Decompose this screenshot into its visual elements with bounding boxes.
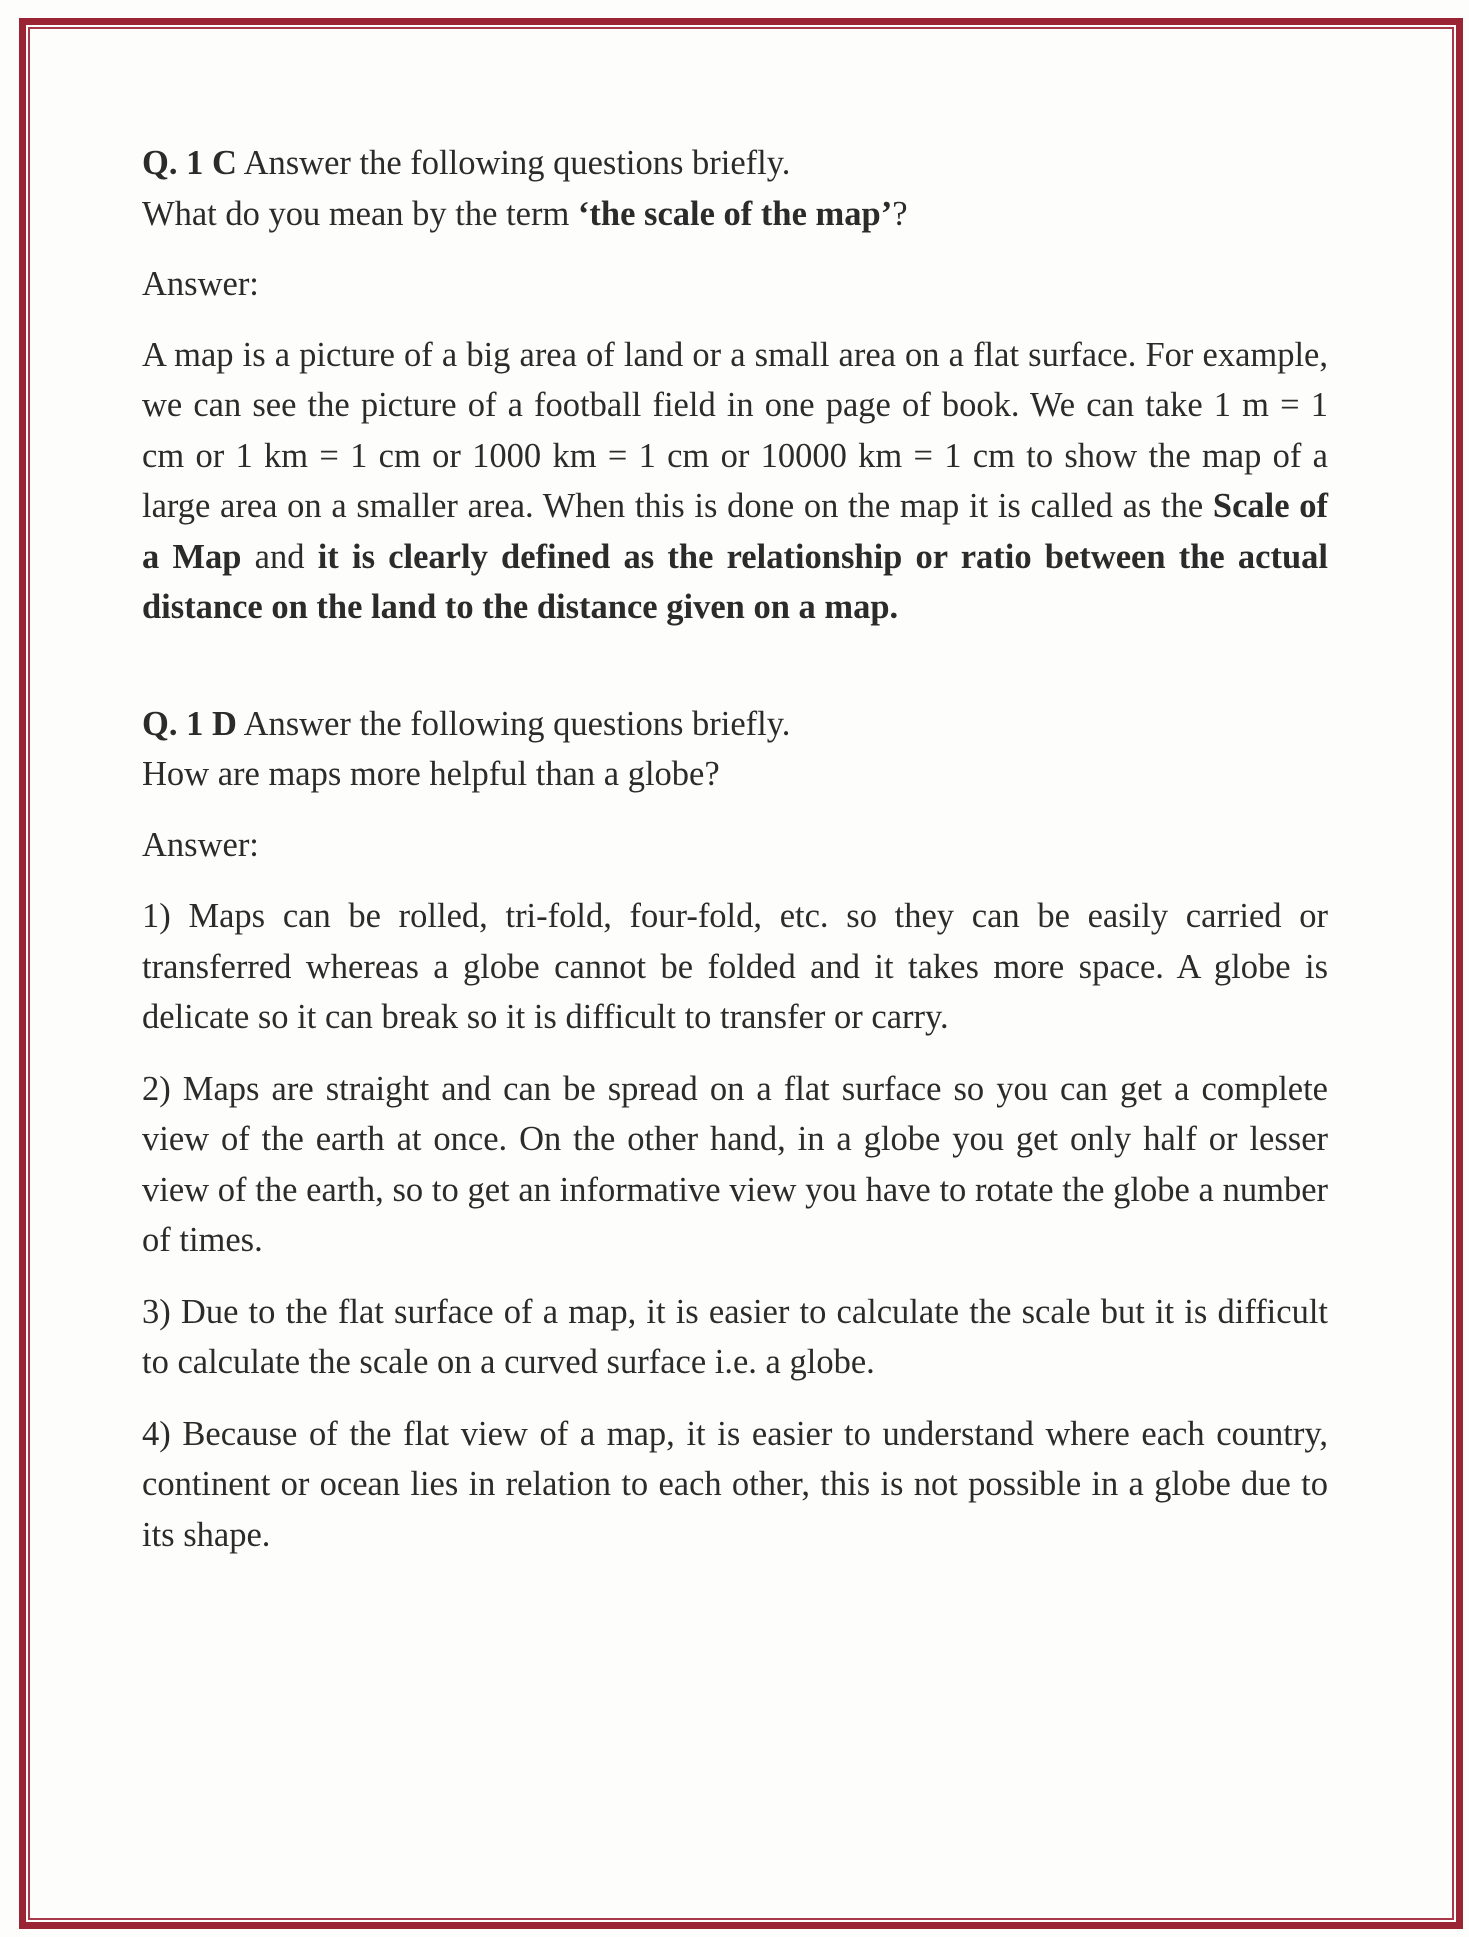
- answer-text-part: A map is a picture of a big area of land or a small area on a flat surface. For example, we can see the picture of a football field in one page of book. We can take 1 m = 1 cm or 1 km = 1 cm or 1000 km = 1 cm or 10000 km = 1 cm to show the map of a large area on a smaller area. When this is done on the map it is called as the: [142, 335, 1328, 525]
- answer-text-part: and: [241, 537, 318, 576]
- document-content: [142, 138, 1328, 1560]
- question-number: Q. 1 D: [142, 704, 237, 743]
- question-instruction: Answer the following questions briefly.: [236, 704, 791, 743]
- question-section-1d: [142, 699, 1328, 1561]
- question-text: How are maps more helpful than a globe?: [142, 755, 720, 793]
- question-heading: [142, 138, 1328, 189]
- answer-point-2: 2) Maps are straight and can be spread on a flat surface so you can get a complete view of the earth at once. On the other hand, in a globe you get only half or lesser view of the earth, so to get an informative view you have to rotate the globe a number of times.: [142, 1069, 1328, 1259]
- answer-point-1: 1) Maps can be rolled, tri-fold, four-fold, etc. so they can be easily carried or transferred whereas a globe cannot be folded and it takes more space. A globe is delicate so it can break so it is difficult to transfer or carry.: [142, 897, 1328, 1036]
- question-text-prefix: What do you mean by the term: [142, 194, 578, 233]
- answer-point-4: 4) Because of the flat view of a map, it is easier to understand where each country, continent or ocean lies in relation to each other, this is not possible in a globe due to its shape.: [142, 1414, 1328, 1554]
- answer-label: Answer:: [142, 825, 259, 864]
- section-spacer: [142, 633, 1328, 699]
- answer-label: Answer:: [142, 265, 259, 303]
- answer-bold-definition: it is clearly defined as the relationship or ratio between the actual distance on the land to the distance given on a map.: [142, 537, 1328, 626]
- question-text-suffix: ?: [892, 194, 908, 233]
- question-instruction: Answer the following questions briefly.: [236, 144, 791, 182]
- question-heading: [142, 699, 1328, 750]
- question-term: ‘the scale of the map’: [577, 194, 893, 233]
- question-section-1c: [142, 138, 1328, 633]
- answer-point-3: 3) Due to the flat surface of a map, it is easier to calculate the scale but it is difficult to calculate the scale on a curved surface i.e. a globe.: [142, 1292, 1328, 1381]
- answer-paragraph: [142, 330, 1328, 633]
- question-number: Q. 1 C: [142, 144, 237, 182]
- question-text: [142, 189, 1328, 240]
- answer-bold-term: Scale of a Map: [142, 487, 1328, 576]
